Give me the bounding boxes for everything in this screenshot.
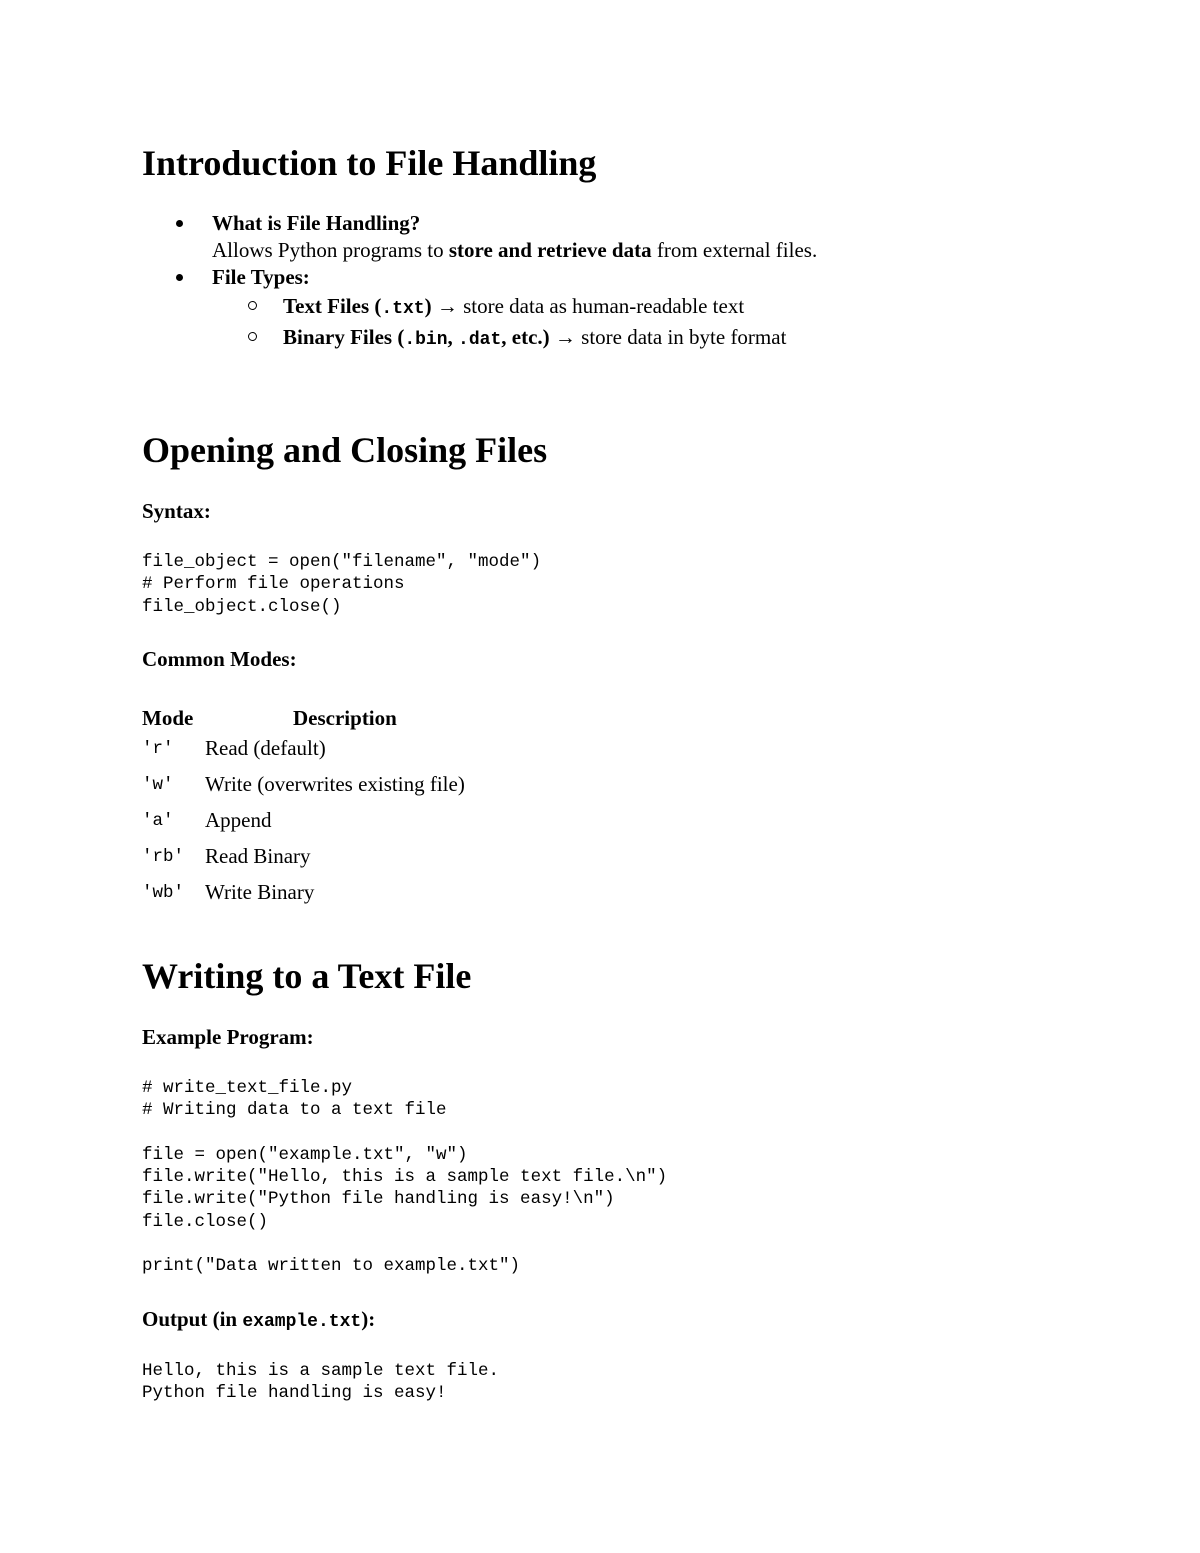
subitem-bold-prefix: Text Files ( [283, 294, 382, 318]
bullet-icon [176, 274, 183, 281]
subitem-code: .txt [381, 299, 425, 319]
code-line: file.write("Python file handling is easy!\n") [142, 1189, 615, 1210]
table-header-mode: Mode [142, 706, 194, 730]
syntax-label: Syntax: [142, 499, 211, 523]
intro-title: Introduction to File Handling [142, 143, 597, 183]
table-row [142, 808, 465, 844]
example-label: Example Program: [142, 1025, 314, 1049]
example-code-block [142, 1077, 667, 1278]
opening-title: Opening and Closing Files [142, 430, 548, 470]
table-row [142, 880, 465, 916]
bullet-what-is [142, 210, 817, 264]
bullet-text-bold: store and retrieve data [448, 238, 652, 262]
mode-cell: 'a' [142, 811, 174, 831]
table-header-description: Description [293, 706, 397, 730]
syntax-code-block [142, 551, 541, 618]
subitem-bold-suffix: ) [424, 294, 432, 318]
circle-bullet-icon [248, 332, 257, 341]
mode-cell: 'w' [142, 775, 174, 795]
table-row [142, 736, 465, 772]
subitem-text: store data in byte format [581, 325, 787, 349]
mode-cell: 'wb' [142, 883, 185, 903]
output-label [142, 1306, 375, 1335]
code-line [142, 1122, 667, 1144]
code-line: # Writing data to a text file [142, 1100, 447, 1121]
mode-cell: 'r' [142, 739, 174, 759]
description-cell: Write Binary [205, 880, 315, 904]
subitem-code: .bin [404, 330, 448, 350]
modes-table [142, 706, 465, 916]
table-header-row [142, 706, 465, 736]
subitem-sep: , [447, 325, 459, 349]
output-code-block [142, 1360, 499, 1405]
bullet-heading: File Types: [212, 265, 310, 289]
code-line: file.close() [142, 1211, 269, 1232]
writing-title: Writing to a Text File [142, 956, 472, 996]
subitem-code: .dat [458, 330, 502, 350]
description-cell: Read Binary [205, 844, 311, 868]
subitem-binary-files [142, 323, 817, 354]
subitem-text: store data as human-readable text [463, 294, 745, 318]
description-cell: Read (default) [205, 736, 326, 760]
code-line: # write_text_file.py [142, 1078, 353, 1098]
bullet-heading: What is File Handling? [212, 211, 421, 235]
circle-bullet-icon [248, 301, 257, 310]
description-cell: Append [205, 808, 272, 832]
intro-bullet-list [142, 210, 817, 354]
code-line [142, 1233, 667, 1255]
output-label-suffix: ): [361, 1307, 376, 1331]
subitem-text-files [142, 292, 817, 323]
description-cell: Write (overwrites existing file) [205, 772, 465, 796]
code-line: Hello, this is a sample text file. [142, 1361, 500, 1381]
code-line: Python file handling is easy! [142, 1383, 447, 1404]
table-row [142, 844, 465, 880]
mode-cell: 'rb' [142, 847, 185, 867]
output-label-prefix: Output (in [142, 1307, 243, 1331]
arrow-icon: → [431, 294, 464, 318]
code-line: # Perform file operations [142, 574, 405, 595]
table-row [142, 772, 465, 808]
code-line: file_object.close() [142, 596, 342, 617]
bullet-text-after: from external files. [651, 238, 818, 262]
bullet-file-types [142, 264, 817, 291]
modes-label: Common Modes: [142, 647, 297, 671]
arrow-icon: → [549, 325, 582, 349]
subitem-bold-prefix: Binary Files ( [283, 325, 405, 349]
code-line: print("Data written to example.txt") [142, 1256, 521, 1277]
subitem-bold-suffix: , etc.) [501, 325, 550, 349]
code-line: file_object = open("filename", "mode") [142, 552, 542, 572]
output-label-code: example.txt [242, 1312, 362, 1332]
code-line: file = open("example.txt", "w") [142, 1144, 468, 1165]
code-line: file.write("Hello, this is a sample text file.\n") [142, 1167, 668, 1188]
bullet-icon [176, 220, 183, 227]
bullet-text-before: Allows Python programs to [212, 238, 449, 262]
